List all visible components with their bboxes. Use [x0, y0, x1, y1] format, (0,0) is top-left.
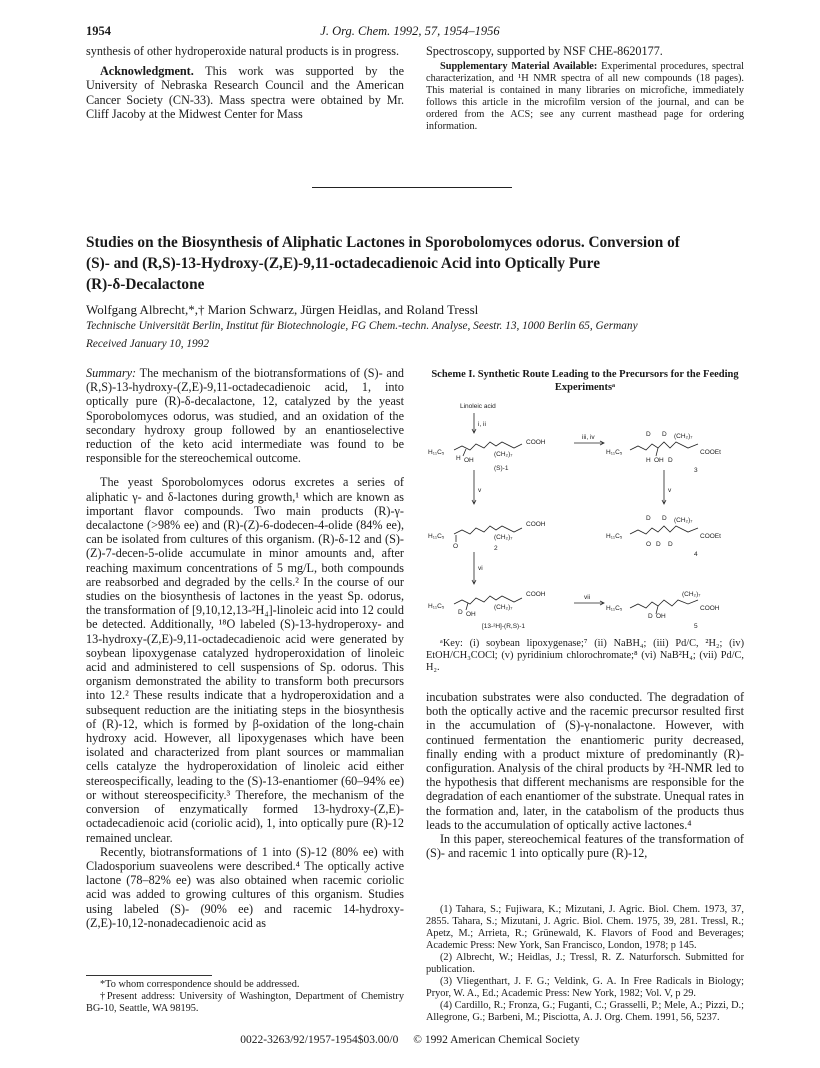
summary: [86, 366, 404, 465]
scheme-start-label: Linoleic acid: [460, 403, 496, 410]
acknowledgment: [86, 64, 404, 121]
step-iii-iv: iii, iv: [582, 434, 595, 441]
s4-d3: D: [656, 541, 661, 548]
reference-1: (1) Tahara, S.; Fujiwara, K.; Mizutani, J. Agric. Biol. Chem. 1973, 37, 2855. Tahara, S.; Mizutani, J. Agric. Biol. Chem. 1975, 39, 281. Tressl, R.; Apetz, M.; Arrieta, R.; Grünewald, K. Flavors of Food and Beverages; Academic Press: New York, San Francisco, London, 1978; p 145.: [426, 904, 744, 951]
s1-oh: OH: [464, 457, 474, 464]
journal-header: J. Org. Chem. 1992, 57, 1954–1956: [320, 24, 500, 38]
s6-ch2: (CH₂)₇: [494, 604, 513, 611]
body-paragraph-4: In this paper, stereochemical features of the transformation of (S)- and racemic 1 into optically pure (R)-12,: [426, 832, 744, 861]
label-2: 2: [494, 545, 498, 552]
s2-h11c5: H₁₁C₅: [428, 533, 445, 540]
page-number: 1954: [86, 24, 111, 38]
step-v-left: v: [478, 487, 482, 494]
ack-text: This work was supported by the University of Nebraska Research Council and the American Cancer Society (CN-33). Mass spectra were obtained by Mr. Cliff Jacoby at the Midwest Center for Mass: [86, 64, 405, 121]
s5-cooh: COOH: [700, 605, 720, 612]
references: [426, 904, 744, 1024]
page-footer: [0, 1034, 820, 1046]
s5-ch2: (CH₂)₇: [682, 591, 701, 598]
reaction-scheme: [426, 396, 744, 634]
prev-paragraph-right: Spectroscopy, supported by NSF CHE-8620177.: [426, 44, 663, 58]
s4-d2: D: [662, 515, 667, 522]
s6-h11c5: H₁₁C₅: [428, 603, 445, 610]
supp-heading: Supplementary Material Available:: [440, 61, 598, 73]
supp-text: Experimental procedures, spectral characterization, and ¹H NMR spectra of all new compounds (18 pages). This material is contained in many libraries on microfiche, immediately follows this article in the microfilm version of the journal, and can be ordered from the ACS; see any current masthead page for ordering information.: [426, 61, 744, 133]
prev-article-right: [426, 44, 744, 133]
reference-3: (3) Vliegenthart, J. F. G.; Veldink, G. A. In Free Radicals in Biology; Pryor, W. A., Ed.; Academic Press: New York, 1982; Vol. V, p 29.: [426, 976, 744, 999]
s3-d2: D: [662, 431, 667, 438]
s3-oh: OH: [654, 457, 664, 464]
scheme-title: Scheme I. Synthetic Route Leading to the Precursors for the Feeding Experimentsᵃ: [431, 369, 739, 393]
ack-heading: Acknowledgment.: [100, 64, 194, 79]
scheme-key: ᵃKey: (i) soybean lipoxygenase;⁷ (ii) NaBH₄; (iii) Pd/C, ²H₂; (iv) EtOH/CH₃COCl; (v) pyridinium chlorochromate;⁸ (vi) NaB²H₄; (vii) Pd/C, H₂.: [426, 638, 744, 673]
label-5: 5: [694, 623, 698, 630]
step-i-ii: i, ii: [478, 421, 486, 428]
label-s1: (S)-1: [494, 465, 509, 472]
s6-d: D: [458, 609, 463, 616]
s1-h: H: [456, 455, 461, 462]
right-column: [426, 638, 744, 860]
left-column: [86, 366, 404, 930]
label-final: [13-²H]-(R,S)-1: [482, 623, 525, 630]
step-vi: vi: [478, 565, 483, 572]
scheme-bonds: [454, 413, 701, 614]
section-divider: [312, 187, 512, 188]
label-4: 4: [694, 551, 698, 558]
body-paragraph-1: The yeast Sporobolomyces odorus excretes a series of aliphatic γ- and δ-lactones during growth,¹ which are known as important flavor compounds. Two main products (R)-γ-decalactone (>98% ee) and (R)-(Z)-6-dodecen-4-olide (84% ee), can be isolated from cultures of this organism. (R)-δ-12 and (S)-(Z)-7-decen-5-olide accumulate in minor amounts and, after reaching maximum concentrations of 5 mg/L, both compounds are reabsorbed and degraded by the cells.² In the course of our studies on the biosynthesis of lactones in the yeast Sp. odorus, the transformation of [9,10,12,13-²H₄]-linoleic acid into 12 could be detected. Additionally, ¹⁸O labeled (S)-13-hydroperoxy- and 13-hydroxy-(Z,E)-9,11-octadecadienoic acid were generated by soybean lipoxygenase catalyzed hydroperoxidation of linoleic acid and administered to cell suspensions of Sp. odorus. This organism demonstrated the ability to transform both precursors into 12.² These results indicate that a hydroperoxidation and a subsequent reduction are the initiating steps in the biosynthesis of (R)-12, which is formed by β-oxidation of the long-chain hydroxy acid. However, all lipoxygenases which have been isolated and characterized from plant sources or mammalian cells catalyze the hydroperoxidation of linoleic acid either stereospecifically, leading to the (S)-13-enantiomer (60–94% ee) or without stereospecificity.³ Therefore, the mechanism of the conversion of enzymatically formed 13-hydroxy-(Z,E)-octadecadienoic acid (coriolic acid), 1, into optically pure (R)-12 remained unclear.: [86, 475, 404, 845]
title-line-1: Studies on the Biosynthesis of Aliphatic Lactones in Sporobolomyces odorus. Conversion of: [86, 234, 680, 251]
footnotes: [86, 979, 404, 1015]
copyright: © 1992 American Chemical Society: [413, 1034, 580, 1046]
s1-cooh: COOH: [526, 439, 546, 446]
summary-text: The mechanism of the biotransformations of (S)- and (R,S)-13-hydroxy-(Z,E)-9,11-octadecadienoic acid, 1, into optically pure (R)-δ-decalactone, 12, catalyzed by the yeast Sporobolomyces odorus, was studied, and an oxidation of the secondary hydroxy group followed by an enantioselective reduction of the keto acid intermediate was found to be responsible for the stereochemical outcome.: [86, 366, 405, 466]
s3-cooet: COOEt: [700, 449, 721, 456]
s4-o: O: [646, 541, 652, 548]
authors: Wolfgang Albrecht,*,† Marion Schwarz, Jürgen Heidlas, and Roland Tressl: [86, 302, 479, 317]
s2-o: O: [453, 543, 459, 550]
step-v-right: v: [668, 487, 672, 494]
s5-oh: OH: [656, 613, 666, 620]
title-line-2: (S)- and (R,S)-13-Hydroxy-(Z,E)-9,11-octadecadienoic Acid into Optically Pure: [86, 255, 600, 272]
s3-h: H: [646, 457, 651, 464]
body-paragraph-2: Recently, biotransformations of 1 into (S)-12 (80% ee) with Cladosporium suaveolens were described.⁴ The optically active lactone (78–82% ee) was also obtained when racemic coriolic acid was added to growing cultures of this organism. Studies using labeled (S)- (90% ee) and racemic 14-hydroxy-(Z,E)-10,12-nonadecadienoic acid as: [86, 844, 404, 930]
scheme-labels: [428, 403, 721, 630]
footnote-corresponding: *To whom correspondence should be addressed.: [100, 979, 300, 990]
summary-label: Summary:: [86, 366, 137, 380]
affiliation: Technische Universität Berlin, Institut für Biotechnologie, FG Chem.-techn. Analyse, Seestr. 13, 1000 Berlin 65, Germany: [86, 320, 638, 332]
s3-d1: D: [646, 431, 651, 438]
supplementary-material: [426, 61, 744, 133]
s4-h11c5: H₁₁C₅: [606, 533, 623, 540]
received-date: Received January 10, 1992: [86, 338, 209, 350]
reference-2: (2) Albrecht, W.; Heidlas, J.; Tressl, R. Z. Naturforsch. Submitted for publication.: [426, 952, 744, 975]
s6-cooh: COOH: [526, 591, 546, 598]
article-title: [86, 232, 746, 295]
s1-ch2: (CH₂)₇: [494, 451, 513, 458]
prev-paragraph: synthesis of other hydroperoxide natural products is in progress.: [86, 44, 400, 58]
s2-cooh: COOH: [526, 521, 546, 528]
s2-ch2: (CH₂)₇: [494, 534, 513, 541]
s4-cooet: COOEt: [700, 533, 721, 540]
s4-ch2: (CH₂)₇: [674, 517, 693, 524]
prev-article-left: [86, 44, 404, 121]
s3-d3: D: [668, 457, 673, 464]
s4-d1: D: [646, 515, 651, 522]
s3-h11c5: H₁₁C₅: [606, 449, 623, 456]
label-3: 3: [694, 467, 698, 474]
title-line-3: (R)-δ-Decalactone: [86, 276, 205, 293]
body-paragraph-3: incubation substrates were also conducted. The degradation of both the optically active and the racemic precursor resulted first in the accumulation of (S)-γ-nonalactone. However, with continued fermentation the enantiomeric purity decreased, finally ending with a product mixture of predominantly (R)-configuration. Analysis of the chiral products by ²H-NMR led to the hypothesis that different mechanisms are responsible for the degradation of each enantiomer of the substrate. Unequal rates in the formation and, later, in the catabolism of the products thus leads to the accumulation of optically active lactones.⁴: [426, 690, 744, 832]
s1-h11c5: H₁₁C₅: [428, 449, 445, 456]
s6-oh: OH: [466, 611, 476, 618]
s3-ch2: (CH₂)₇: [674, 433, 693, 440]
s5-h11c5: H₁₁C₅: [606, 605, 623, 612]
article-code: 0022-3263/92/1957-1954$03.00/0: [240, 1034, 399, 1046]
footnote-present-address: †Present address: University of Washington, Department of Chemistry BG-10, Seattle, WA 98195.: [86, 991, 404, 1014]
s4-d4: D: [668, 541, 673, 548]
step-vii: vii: [584, 594, 591, 601]
footnote-divider: [86, 975, 212, 976]
reference-4: (4) Cardillo, R.; Fronza, G.; Fuganti, C.; Grasselli, P.; Mele, A.; Pizzi, D.; Allegrone, G.; Barbeni, M.; Pisciotta, A. J. Org. Chem. 1991, 56, 5237.: [426, 1000, 744, 1023]
s5-d: D: [648, 613, 653, 620]
